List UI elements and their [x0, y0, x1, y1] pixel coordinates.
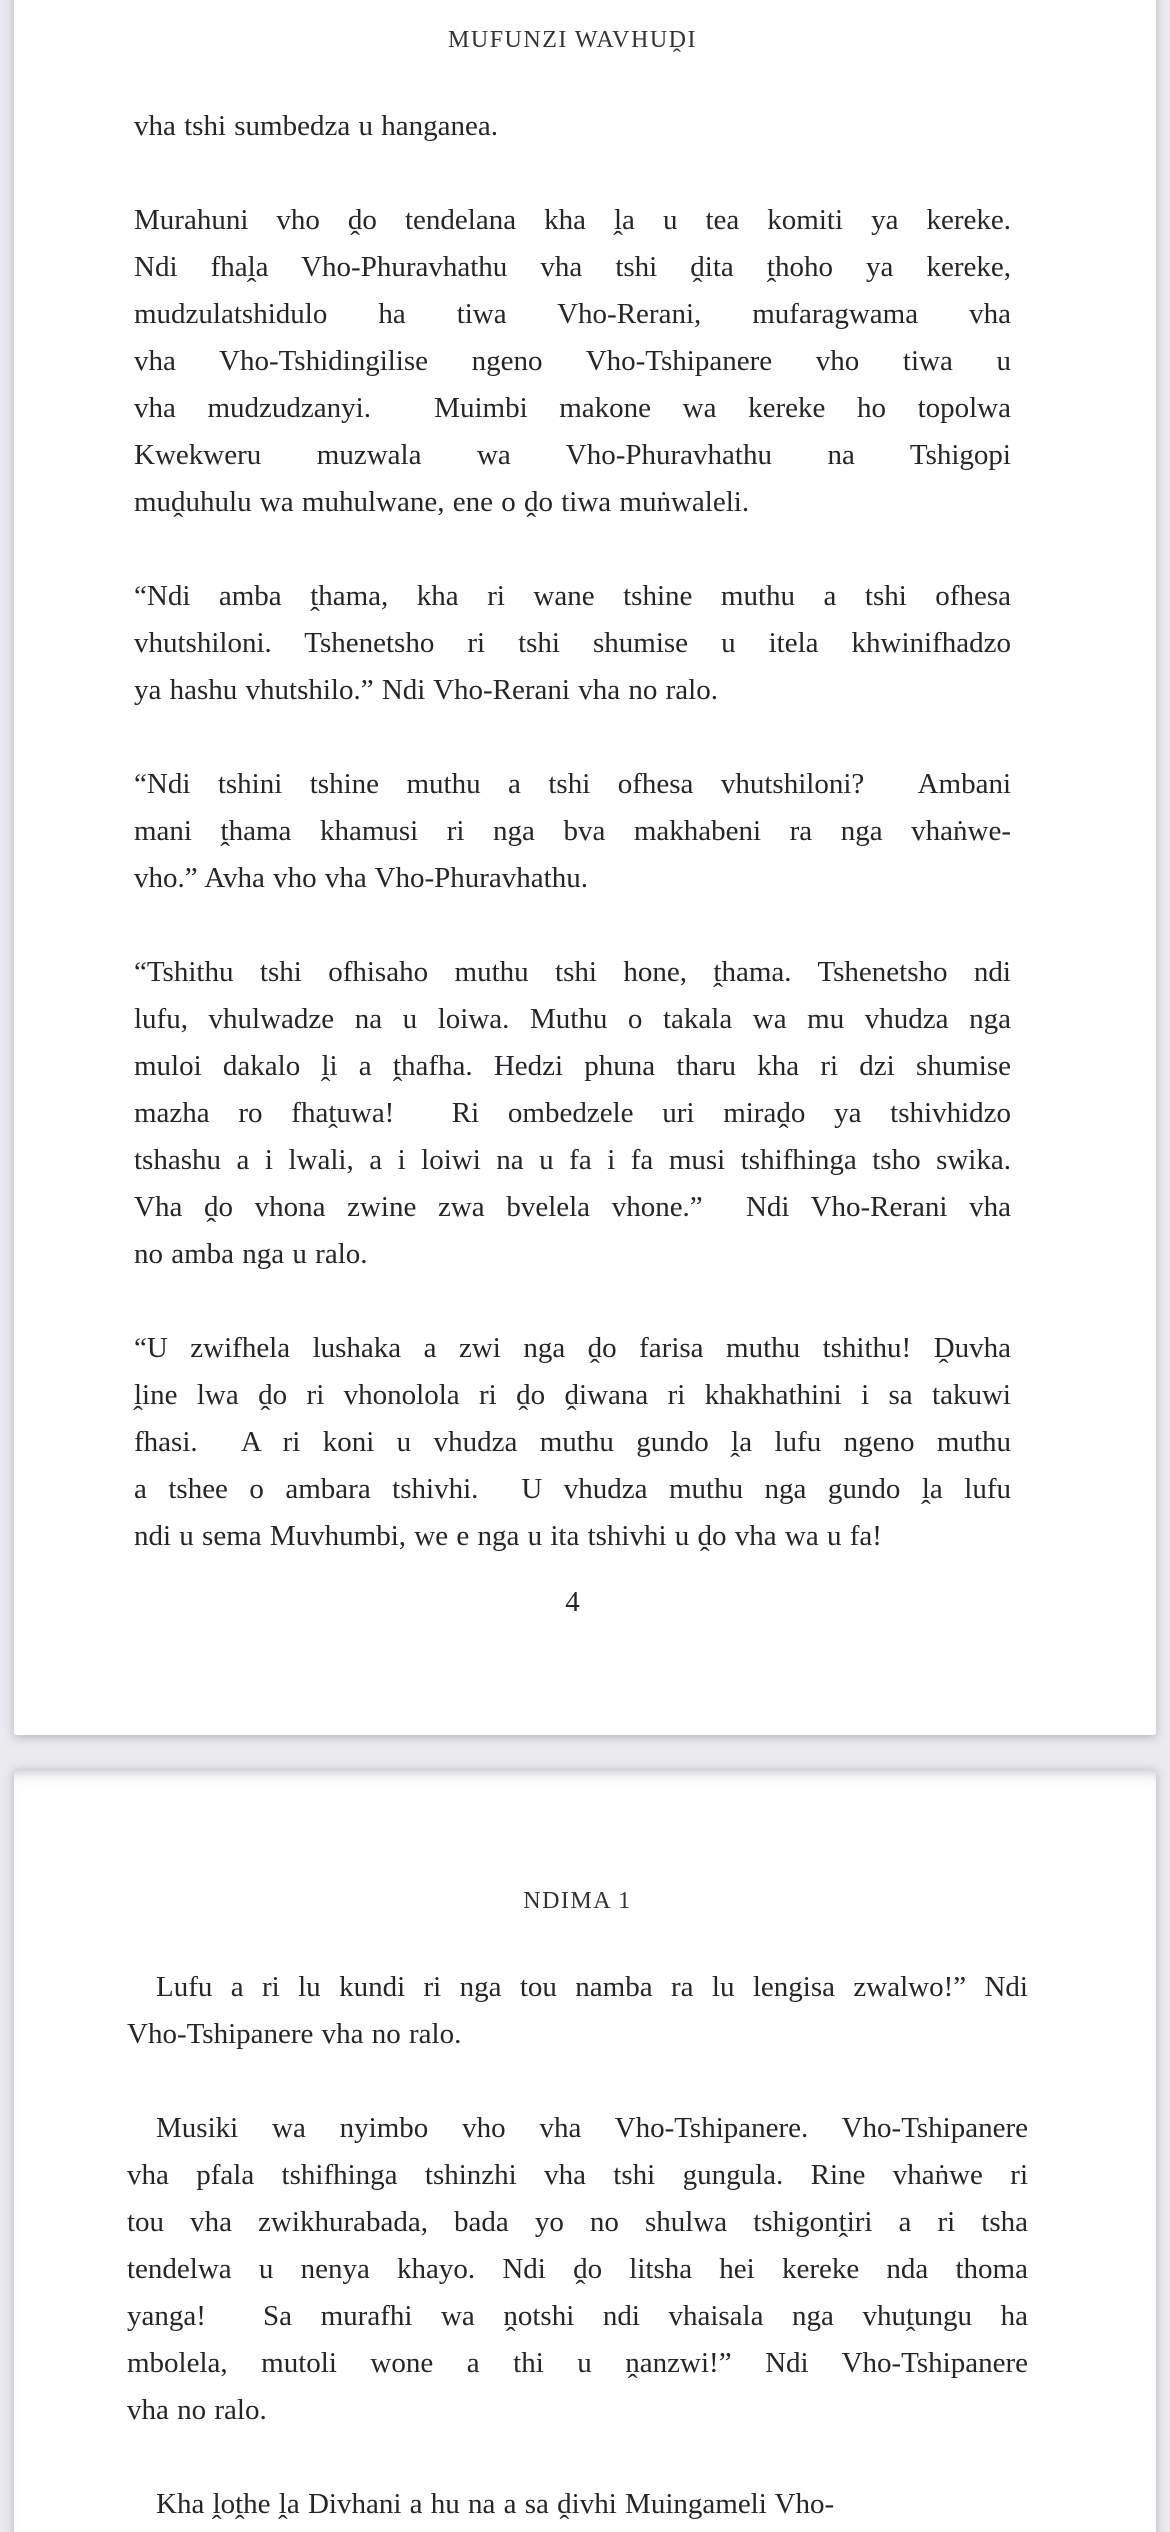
paragraph	[127, 1964, 1028, 2058]
text-line: vha tshi sumbedza u hanganea.	[134, 110, 498, 142]
page-body	[127, 1964, 1028, 2528]
text-line: ya hashu vhutshilo.” Ndi Vho-Rerani vha no ralo.	[134, 674, 718, 706]
text-line: Murahuni vho ḓo tendelana kha ḽa u tea komiti ya kereke.	[134, 204, 1011, 236]
paragraph	[134, 1325, 1011, 1560]
text-line: “U zwifhela lushaka a zwi nga ḓo farisa muthu tshithu! Ḓuvha	[134, 1332, 1011, 1364]
book-page-5	[14, 1769, 1156, 2532]
text-line: Vha ḓo vhona zwine zwa bvelela vhone.” Ndi Vho-Rerani vha	[134, 1191, 1011, 1223]
page-number: 4	[565, 1586, 580, 1618]
paragraph	[134, 197, 1011, 526]
text-line: Lufu a ri lu kundi ri nga tou namba ra lu lengisa zwalwo!” Ndi	[156, 1971, 1028, 2003]
text-line: “Ndi tshini tshine muthu a tshi ofhesa vhutshiloni? Ambani	[134, 768, 1011, 800]
text-line: mani ṱhama khamusi ri nga bva makhabeni ra nga vhaṅwe-	[134, 815, 1011, 847]
paragraph	[134, 949, 1011, 1278]
running-head: MUFUNZI WAVHUḒI	[448, 27, 697, 53]
text-line: mudzulatshidulo ha tiwa Vho-Rerani, mufaragwama vha	[134, 298, 1011, 330]
text-line: “Ndi amba ṱhama, kha ri wane tshine muthu a tshi ofhesa	[134, 580, 1011, 612]
text-line: yanga! Sa murafhi wa ṋotshi ndi vhaisala nga vhuṱungu ha	[127, 2300, 1028, 2332]
text-line: tendelwa u nenya khayo. Ndi ḓo litsha hei kereke nda thoma	[127, 2253, 1028, 2285]
text-line: Kha ḽoṱhe ḽa Divhani a hu na a sa ḓivhi Muingameli Vho-	[156, 2488, 835, 2520]
text-line: muḓuhulu wa muhulwane, ene o ḓo tiwa muṅwaleli.	[134, 486, 750, 518]
text-line: lufu, vhulwadze na u loiwa. Muthu o takala wa mu vhudza nga	[134, 1003, 1011, 1035]
text-line: tou vha zwikhurabada, bada yo no shulwa tshigonṱiri a ri tsha	[127, 2206, 1028, 2238]
paragraph	[134, 761, 1011, 902]
text-line: vho.” Avha vho vha Vho-Phuravhathu.	[134, 862, 588, 894]
paragraph	[134, 103, 1011, 150]
text-line: ndi u sema Muvhumbi, we e nga u ita tshivhi u ḓo vha wa u fa!	[134, 1520, 882, 1552]
paragraph	[127, 2105, 1028, 2434]
text-line: vha mudzudzanyi. Muimbi makone wa kereke ho topolwa	[134, 392, 1011, 424]
text-line: Vho-Tshipanere vha no ralo.	[127, 2018, 462, 2050]
text-line: fhasi. A ri koni u vhudza muthu gundo ḽa lufu ngeno muthu	[134, 1426, 1011, 1458]
page-body	[134, 103, 1011, 1560]
text-line: no amba nga u ralo.	[134, 1238, 368, 1270]
paragraph	[127, 2481, 1028, 2528]
book-page-4	[14, 0, 1156, 1735]
text-line: tshashu a i lwali, a i loiwi na u fa i fa musi tshifhinga tsho swika.	[134, 1144, 1011, 1176]
text-line: mbolela, mutoli wone a thi u ṋanzwi!” Ndi Vho-Tshipanere	[127, 2347, 1028, 2379]
text-line: Musiki wa nyimbo vho vha Vho-Tshipanere. Vho-Tshipanere	[156, 2112, 1028, 2144]
text-line: Ndi fhaḽa Vho-Phuravhathu vha tshi ḓita ṱhoho ya kereke,	[134, 251, 1011, 283]
text-line: “Tshithu tshi ofhisaho muthu tshi hone, ṱhama. Tshenetsho ndi	[134, 956, 1011, 988]
text-line: Kwekweru muzwala wa Vho-Phuravhathu na Tshigopi	[134, 439, 1011, 471]
text-line: mazha ro fhaṱuwa! Ri ombedzele uri miraḓo ya tshivhidzo	[134, 1097, 1011, 1129]
chapter-head: NDIMA 1	[523, 1888, 632, 1914]
text-line: vhutshiloni. Tshenetsho ri tshi shumise u itela khwinifhadzo	[134, 627, 1011, 659]
text-line: ḽine lwa ḓo ri vhonolola ri ḓo ḓiwana ri khakhathini i sa takuwi	[134, 1379, 1011, 1411]
paragraph	[134, 573, 1011, 714]
text-line: vha Vho-Tshidingilise ngeno Vho-Tshipanere vho tiwa u	[134, 345, 1011, 377]
text-line: muloi dakalo ḽi a ṱhafha. Hedzi phuna tharu kha ri dzi shumise	[134, 1050, 1011, 1082]
text-line: vha no ralo.	[127, 2394, 267, 2426]
text-line: a tshee o ambara tshivhi. U vhudza muthu nga gundo ḽa lufu	[134, 1473, 1011, 1505]
text-line: vha pfala tshifhinga tshinzhi vha tshi gungula. Rine vhaṅwe ri	[127, 2159, 1028, 2191]
